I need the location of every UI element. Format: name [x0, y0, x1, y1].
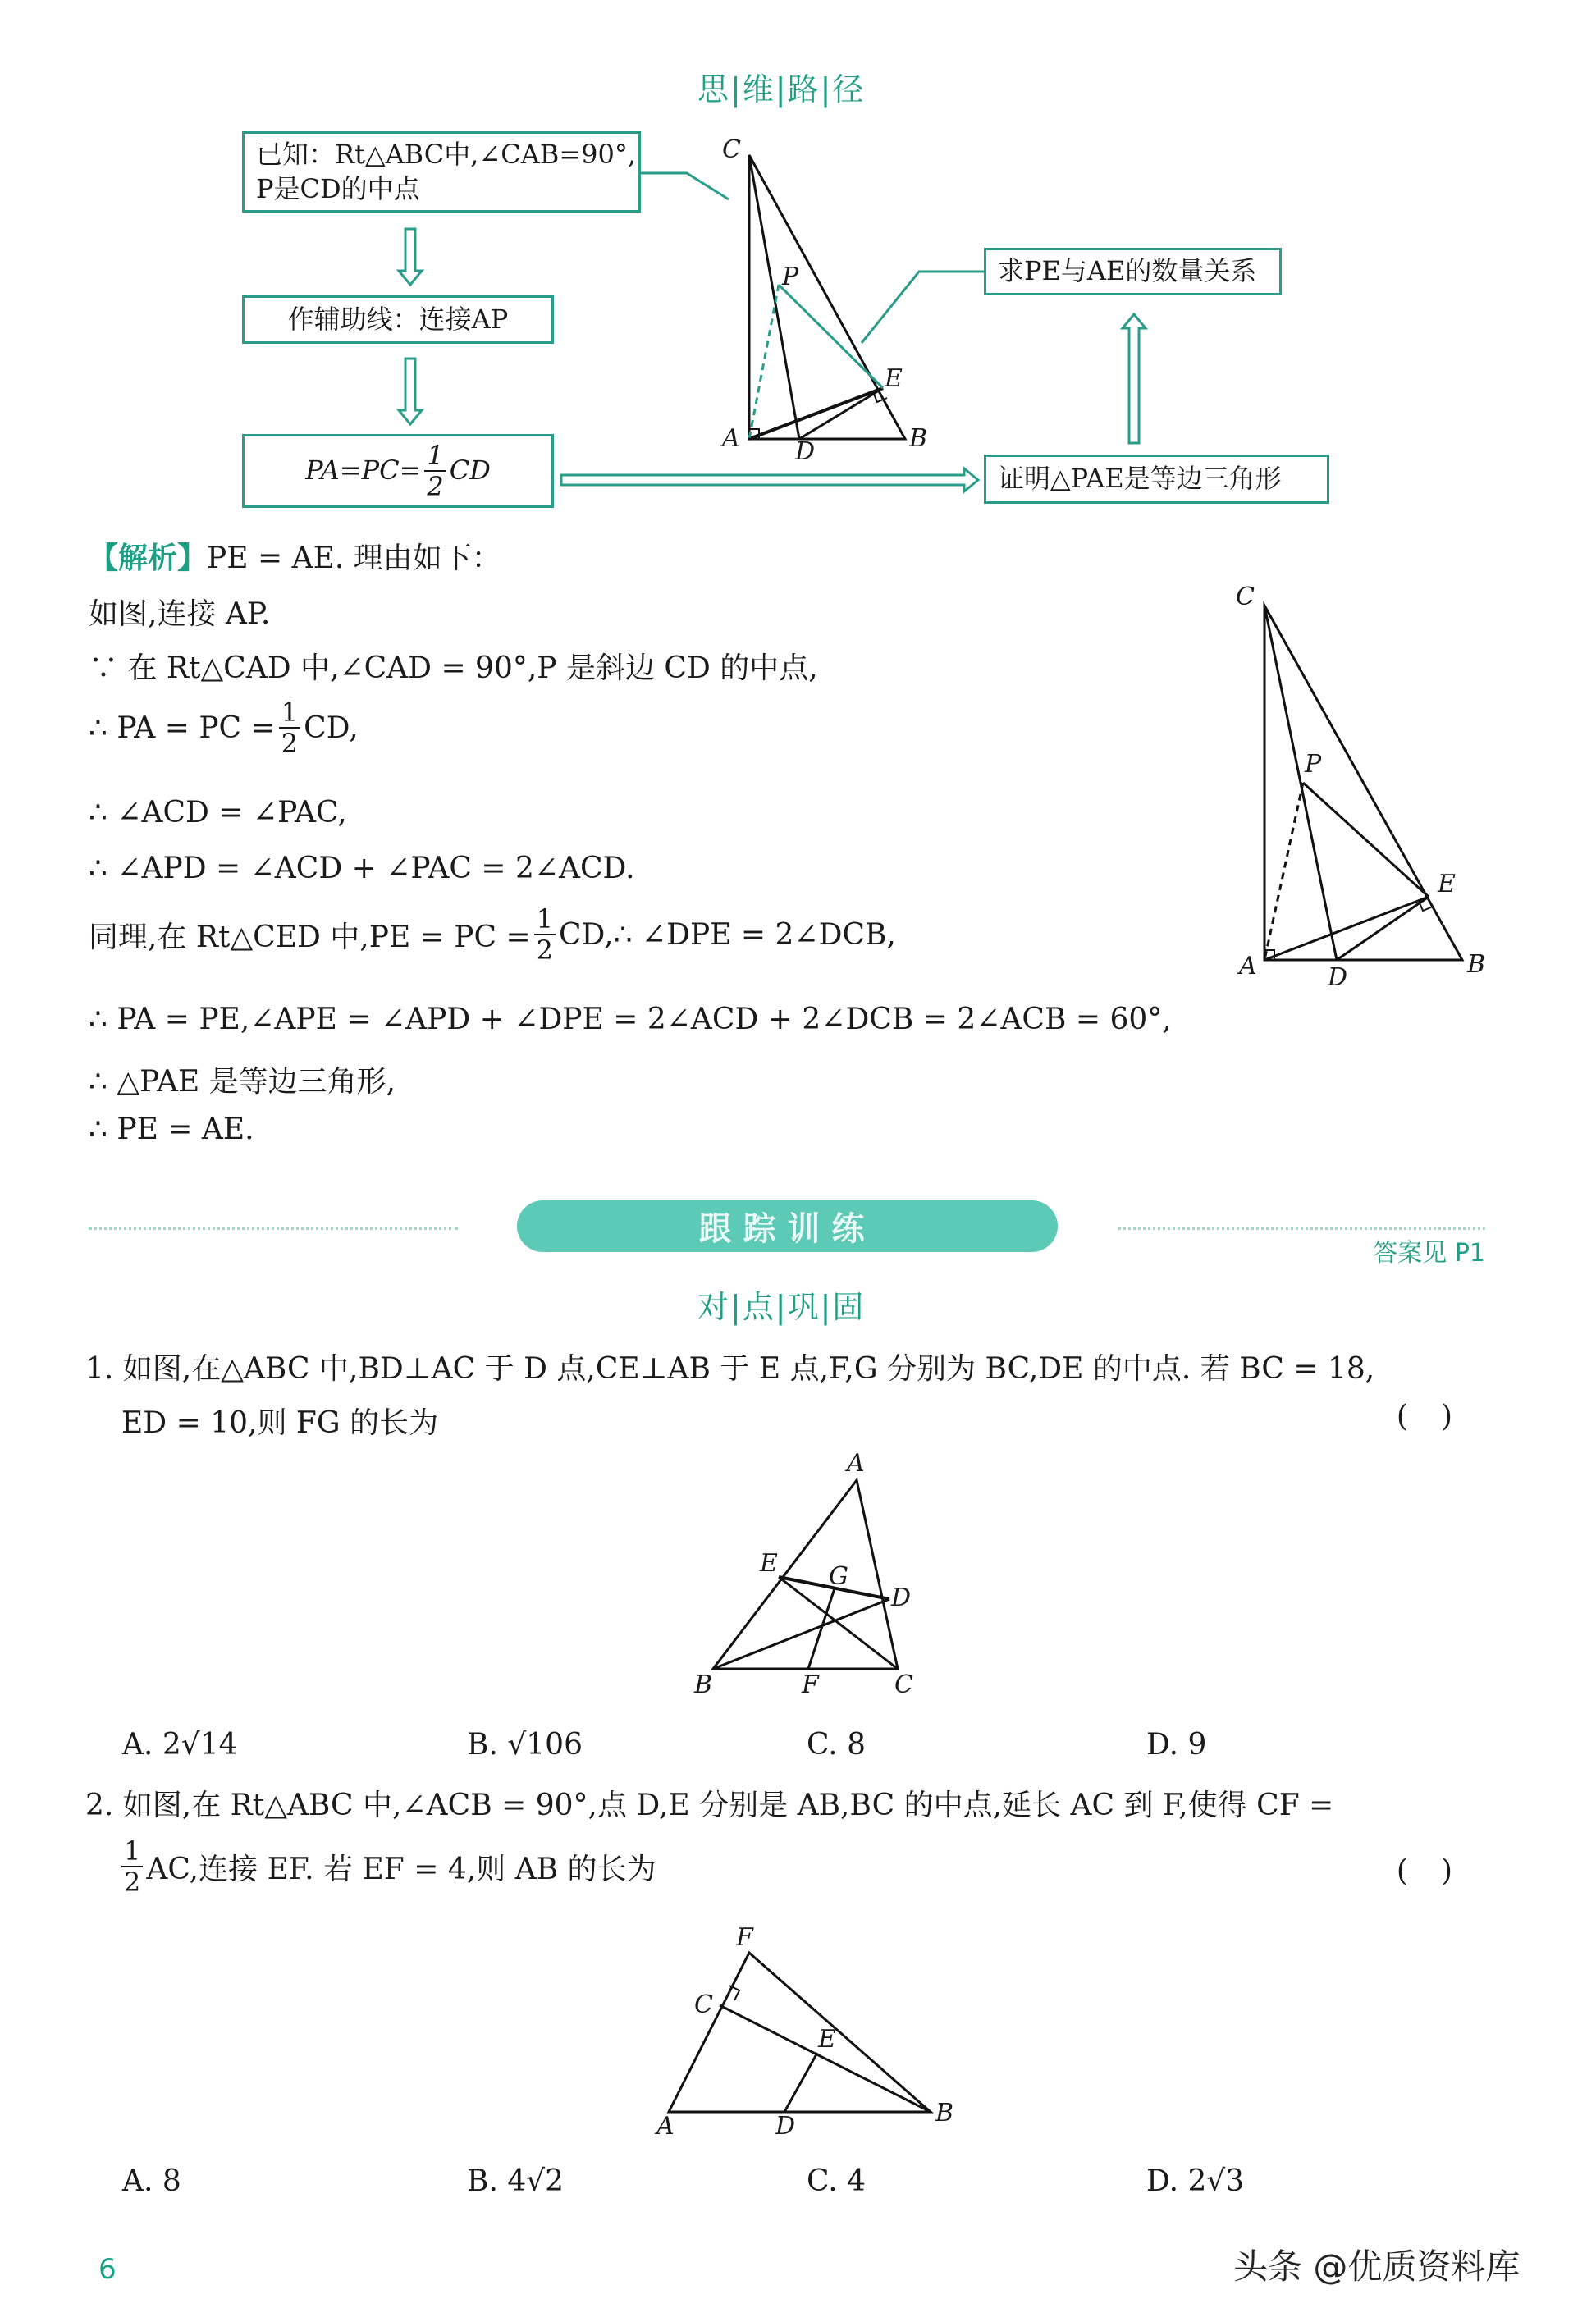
up-arrow-icon — [1123, 314, 1146, 443]
option-d[interactable]: D. 9 — [1146, 1728, 1207, 1762]
fraction — [424, 442, 446, 500]
denominator: 2 — [427, 471, 444, 502]
numerator: 1 — [279, 699, 300, 729]
point-label: A — [1239, 952, 1257, 980]
analysis-line: ∴ △PAE 是等边三角形, — [89, 1065, 396, 1099]
numerator: 1 — [121, 1838, 143, 1867]
point-label: C — [894, 1670, 913, 1699]
analysis-text: ∴ PA = PC = — [89, 711, 276, 745]
analysis-line: ∴ PE = AE. — [89, 1113, 254, 1146]
denominator: 2 — [536, 935, 554, 966]
figure-q1 — [713, 1480, 898, 1669]
section-title-thinking-path: 思|维|路|径 — [697, 71, 866, 107]
analysis-line — [89, 903, 896, 966]
analysis-tag: 【解析】 — [89, 542, 208, 575]
point-label: E — [1438, 870, 1456, 898]
denominator: 2 — [281, 728, 299, 759]
analysis-text: CD,∴ ∠DPE = 2∠DCB, — [559, 917, 896, 952]
analysis-line — [89, 697, 359, 759]
point-label: C — [1236, 583, 1255, 611]
analysis-line: ∴ ∠APD = ∠ACD + ∠PAC = 2∠ACD. — [89, 852, 635, 885]
option-a[interactable]: A. 8 — [122, 2164, 181, 2198]
prove-box: 证明△PAE是等边三角形 — [984, 455, 1329, 504]
divider — [89, 1227, 458, 1230]
divider — [1118, 1227, 1485, 1230]
analysis-text: PE = AE. 理由如下： — [207, 542, 501, 575]
analysis-text: 同理,在 Rt△CED 中,PE = PC = — [89, 920, 531, 954]
analysis-line — [89, 535, 501, 577]
q2-line — [121, 1835, 656, 1898]
point-label: A — [656, 2112, 675, 2141]
point-label: F — [802, 1670, 819, 1699]
q1-line: ED = 10,则 FG 的长为 — [121, 1406, 439, 1440]
goal-box: 求PE与AE的数量关系 — [984, 248, 1282, 295]
point-label: B — [935, 2099, 954, 2127]
point-label: G — [829, 1562, 848, 1591]
q1-line: 1. 如图,在△ABC 中,BD⊥AC 于 D 点,CE⊥AB 于 E 点,F,G 分别为 BC,DE 的中点. 若 BC = 18, — [85, 1352, 1375, 1386]
option-c[interactable]: C. 8 — [807, 1728, 867, 1762]
numerator: 1 — [534, 906, 556, 935]
point-label: P — [1305, 750, 1322, 779]
connector-line — [862, 272, 984, 343]
given-line: 已知：Rt△ABC中,∠CAB=90°, — [256, 138, 637, 170]
analysis-line: ∴ ∠ACD = ∠PAC, — [89, 796, 347, 830]
figure-q2 — [669, 1953, 931, 2112]
point-label: D — [891, 1584, 912, 1612]
down-arrow-icon — [399, 229, 422, 285]
option-a[interactable]: A. 2√14 — [122, 1728, 238, 1762]
fraction — [534, 903, 556, 966]
option-b[interactable]: B. 4√2 — [467, 2164, 565, 2198]
point-label: D — [775, 2112, 796, 2141]
answer-reference: 答案见 P1 — [1373, 1239, 1485, 1268]
connector-line — [641, 173, 729, 199]
point-label: D — [1328, 963, 1348, 992]
point-label: E — [760, 1549, 778, 1578]
point-label: C — [722, 135, 741, 164]
point-label: E — [818, 2025, 836, 2054]
formula-suffix: CD — [449, 455, 491, 487]
option-b[interactable]: B. √106 — [467, 1728, 583, 1762]
numerator: 1 — [424, 442, 446, 472]
point-label: C — [694, 1990, 713, 2019]
point-label: P — [782, 263, 799, 291]
right-arrow-icon — [561, 468, 978, 491]
analysis-line: ∵ 在 Rt△CAD 中,∠CAD = 90°,P 是斜边 CD 的中点, — [89, 651, 818, 685]
analysis-line: 如图,连接 AP. — [89, 597, 271, 631]
point-label: E — [885, 364, 903, 393]
point-label: B — [909, 424, 928, 453]
analysis-text: CD, — [304, 711, 359, 745]
watermark: 头条 @优质资料库 — [1233, 2246, 1521, 2287]
q2-text: AC,连接 EF. 若 EF = 4,则 AB 的长为 — [146, 1852, 656, 1886]
point-label: A — [847, 1449, 865, 1478]
point-label: D — [795, 437, 816, 466]
point-label: A — [722, 424, 740, 453]
figure-thinking-path — [749, 155, 905, 439]
option-d[interactable]: D. 2√3 — [1146, 2164, 1245, 2198]
fraction — [279, 697, 300, 759]
option-c[interactable]: C. 4 — [807, 2164, 867, 2198]
training-banner: 跟踪训练 — [517, 1200, 1058, 1252]
section-title-practice: 对|点|巩|固 — [697, 1289, 866, 1325]
fraction — [121, 1835, 143, 1898]
analysis-line: ∴ PA = PE,∠APE = ∠APD + ∠DPE = 2∠ACD + 2∠DCB = 2∠ACB = 60°, — [89, 1003, 1172, 1036]
given-box — [242, 131, 641, 213]
denominator: 2 — [124, 1867, 141, 1898]
half-cd-box — [242, 434, 554, 508]
q2-line: 2. 如图,在 Rt△ABC 中,∠ACB = 90°,点 D,E 分别是 AB,BC 的中点,延长 AC 到 F,使得 CF = — [85, 1789, 1334, 1822]
formula-prefix: PA=PC= — [305, 455, 422, 487]
point-label: B — [694, 1670, 713, 1699]
point-label: F — [736, 1923, 753, 1952]
given-line: P是CD的中点 — [256, 172, 420, 204]
answer-blank: () — [1396, 1854, 1485, 1888]
figure-analysis — [1264, 606, 1462, 960]
page-number: 6 — [98, 2253, 117, 2286]
point-label: B — [1467, 950, 1486, 979]
answer-blank: () — [1396, 1400, 1485, 1433]
aux-line-box: 作辅助线：连接AP — [242, 295, 554, 344]
down-arrow-icon — [399, 359, 422, 424]
